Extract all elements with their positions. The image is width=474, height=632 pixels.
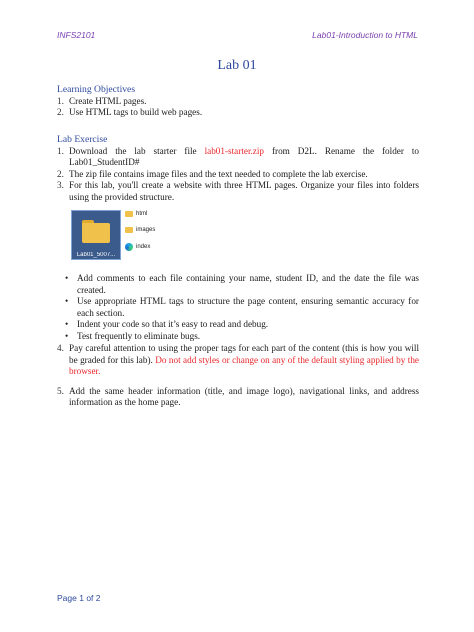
page-title: Lab 01 bbox=[217, 58, 257, 73]
exercise-item-1: 1. Download the lab starter file lab01-starter.zip from D2L. Rename the folder to Lab01_StudentID# bbox=[57, 145, 420, 167]
page-number: Page 1 of 2 bbox=[57, 593, 101, 603]
folder-icon bbox=[125, 227, 133, 233]
list-item: • Test frequently to eliminate bugs. bbox=[65, 330, 201, 341]
exercise-item-3: 3. For this lab, you'll create a website with three HTML pages. Organize your files into folders using the provided structure. bbox=[57, 180, 419, 202]
tree-item-html: html bbox=[125, 211, 147, 217]
objective-item: 1. Create HTML pages. bbox=[57, 95, 147, 106]
edge-browser-icon bbox=[125, 243, 133, 251]
tree-item-index: index bbox=[125, 243, 150, 251]
exercise-item-4: 4. Pay careful attention to using the proper tags for each part of the content (this is how you will be graded for this lab). Do not add styles or change on any of the default styling applied by the browser. bbox=[57, 343, 419, 376]
header-lab-title: Lab01-Introduction to HTML bbox=[312, 30, 418, 40]
folder-caption: Lab01_5007... bbox=[76, 252, 116, 258]
folder-icon bbox=[125, 211, 133, 217]
warning-text: Do not add styles or change on any of the default styling applied by the browser. bbox=[69, 354, 419, 376]
objective-item: 2. Use HTML tags to build web pages. bbox=[57, 107, 203, 117]
tree-item-images: images bbox=[125, 227, 155, 233]
list-item: • Indent your code so that it’s easy to read and debug. bbox=[65, 319, 269, 329]
exercise-heading: Lab Exercise bbox=[57, 134, 108, 145]
exercise-item-5: 5. Add the same header information (title, and image logo), navigational links, and address information as the home page. bbox=[57, 385, 419, 407]
starter-file-link[interactable]: lab01-starter.zip bbox=[204, 145, 265, 156]
learning-objectives bbox=[57, 84, 419, 119]
requirements-list bbox=[57, 273, 419, 409]
objectives-heading: Learning Objectives bbox=[57, 84, 136, 95]
exercise-item-2: 2. The zip file contains image files and the text needed to complete the lab exercise. bbox=[57, 168, 368, 179]
list-item: • Add comments to each file containing your name, student ID, and the date the file was created. bbox=[65, 273, 419, 295]
list-item: • Use appropriate HTML tags to structure the page content, ensuring semantic accuracy for each section. bbox=[65, 296, 419, 318]
folder-icon bbox=[71, 210, 121, 260]
lab-exercise bbox=[57, 134, 419, 203]
header-course-code: INFS2101 bbox=[57, 30, 96, 40]
